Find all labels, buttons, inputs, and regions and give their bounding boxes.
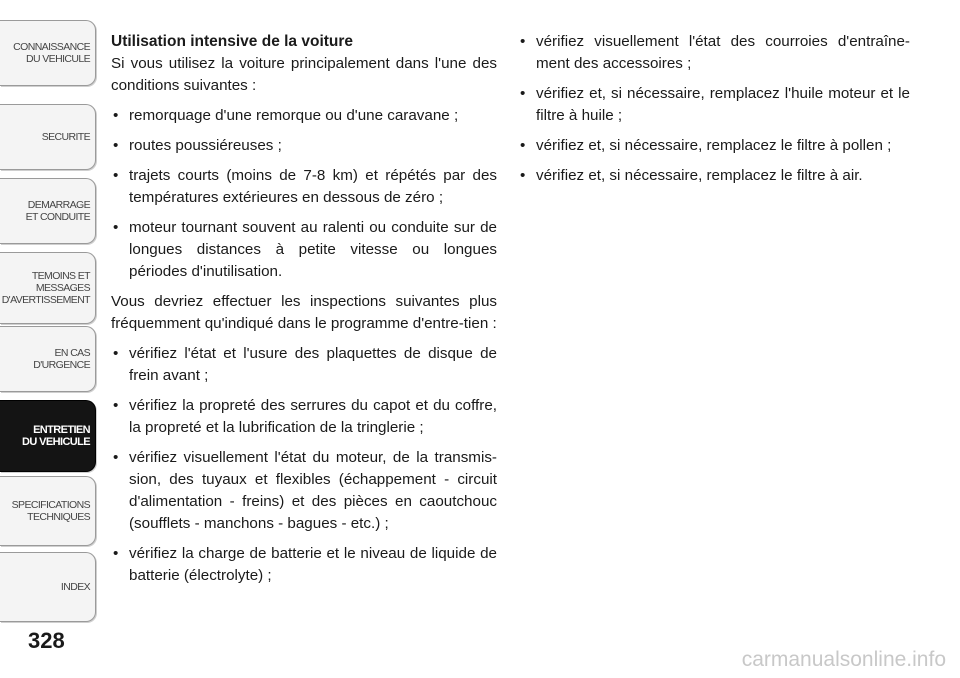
list-item: • routes poussiéreuses ; — [111, 135, 497, 157]
list-item: • remorquage d'une remorque ou d'une caravane ; — [111, 105, 497, 127]
list-item: • vérifiez l'état et l'usure des plaquettes de disque de frein avant ; — [111, 343, 497, 387]
list-item: • vérifiez et, si nécessaire, remplacez l'huile moteur et le filtre à huile ; — [518, 83, 910, 127]
list-item: • vérifiez visuellement l'état des courroies d'entraîne-ment des accessoires ; — [518, 31, 910, 75]
list-item: • vérifiez la charge de batterie et le niveau de liquide de batterie (électrolyte) ; — [111, 543, 497, 587]
conditions-list — [111, 105, 497, 283]
tab-label-line: DU VEHICULE — [26, 53, 90, 65]
tab-label-line: ENTRETIEN — [33, 424, 90, 436]
content-column-left — [111, 31, 497, 595]
tab-entretien-du-vehicule[interactable] — [0, 400, 96, 472]
inspections-list-left — [111, 343, 497, 587]
list-item: • vérifiez visuellement l'état du moteur, de la transmis-sion, des tuyaux et flexibles (échappement - circuit d'alimentation - freins) et des pièces en caoutchouc (soufflets - manchons - bagues - etc.) ; — [111, 447, 497, 535]
content-column-right — [518, 31, 910, 195]
tab-temoins-et-messages[interactable] — [0, 252, 96, 324]
tab-label-line: CONNAISSANCE — [13, 41, 90, 53]
watermark: carmanualsonline.info — [741, 648, 946, 671]
tab-label-line: DU VEHICULE — [22, 436, 90, 448]
inspections-list-right — [518, 31, 910, 187]
tab-index[interactable] — [0, 552, 96, 622]
recommendation-paragraph: Vous devriez effectuer les inspections suivantes plus fréquemment qu'indiqué dans le programme d'entre-tien : — [111, 293, 497, 332]
intro-paragraph: Si vous utilisez la voiture principalement dans l'une des conditions suivantes : — [111, 55, 497, 94]
tab-label-line: D'URGENCE — [33, 359, 90, 371]
list-item: • trajets courts (moins de 7-8 km) et répétés par des températures extérieures en dessous de zéro ; — [111, 165, 497, 209]
tab-label-line: ET CONDUITE — [25, 211, 90, 223]
tab-securite[interactable] — [0, 104, 96, 170]
tab-label-line: INDEX — [60, 581, 90, 593]
list-item: • vérifiez et, si nécessaire, remplacez le filtre à air. — [518, 165, 910, 187]
tab-en-cas-d-urgence[interactable] — [0, 326, 96, 392]
list-item: • vérifiez la propreté des serrures du capot et du coffre, la propreté et la lubrification de la tringlerie ; — [111, 395, 497, 439]
tab-label-line: DEMARRAGE — [27, 199, 90, 211]
tab-label-line: MESSAGES — [35, 282, 90, 294]
tab-label-line: TEMOINS ET — [31, 270, 90, 282]
tab-label-line: SPECIFICATIONS — [11, 499, 90, 511]
page-number: 328 — [28, 628, 65, 653]
tab-label-line: SECURITE — [41, 131, 90, 143]
tab-label-line: TECHNIQUES — [27, 511, 90, 523]
list-item: • moteur tournant souvent au ralenti ou conduite sur de longues distances à petite vitesse ou longues périodes d'inutilisation. — [111, 217, 497, 283]
list-item: • vérifiez et, si nécessaire, remplacez le filtre à pollen ; — [518, 135, 910, 157]
tab-specifications-techniques[interactable] — [0, 476, 96, 546]
tab-label-line: D'AVERTISSEMENT — [1, 294, 90, 306]
tab-label-line: EN CAS — [54, 347, 90, 359]
tab-demarrage-et-conduite[interactable] — [0, 178, 96, 244]
tab-connaissance-du-vehicule[interactable] — [0, 20, 96, 86]
section-title: Utilisation intensive de la voiture — [111, 33, 354, 50]
